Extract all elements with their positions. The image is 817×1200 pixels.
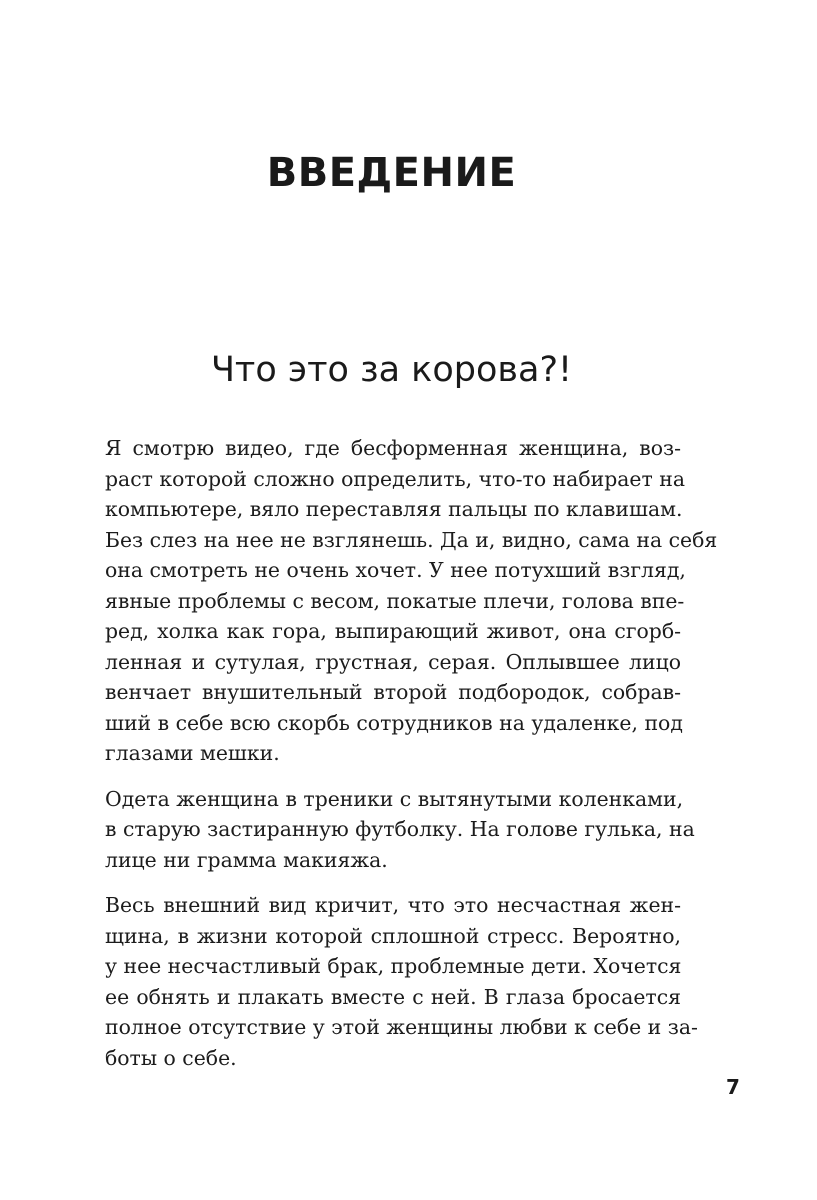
text-line: явные проблемы с весом, покатые плечи, голова впе- (105, 588, 685, 613)
paragraph-2 (105, 784, 695, 876)
paragraph-1 (105, 433, 718, 769)
chapter-title: ВВЕДЕНИЕ (266, 150, 517, 196)
text-line: Без слез на нее не взглянешь. Да и, видно, сама на себя (105, 527, 718, 552)
paragraph-3 (105, 890, 698, 1073)
text-line: Я смотрю видео, где бесформенная женщина, воз- (105, 436, 681, 460)
page-number: 7 (726, 1075, 740, 1099)
text-line: Одета женщина в треники с вытянутыми коленками, (105, 786, 684, 811)
text-line: лице ни грамма макияжа. (105, 847, 388, 872)
text-line: в старую застиранную футболку. На голове гулька, на (105, 817, 695, 841)
text-line: Весь внешний вид кричит, что это несчастная жен- (105, 893, 681, 917)
text-line: щина, в жизни которой сплошной стресс. Вероятно, (105, 923, 681, 948)
text-line: ший в себе всю скорбь сотрудников на удаленке, под (105, 710, 683, 735)
text-line: она смотреть не очень хочет. У нее потухший взгляд, (105, 558, 686, 582)
section-title: Что это за корова?! (210, 350, 573, 390)
text-line: полное отсутствие у этой женщины любви к себе и за- (105, 1015, 698, 1039)
body-text (105, 433, 718, 1073)
text-line: компьютере, вяло переставляя пальцы по клавишам. (105, 497, 683, 521)
text-line: глазами мешки. (105, 741, 280, 765)
text-line: боты о себе. (105, 1045, 237, 1070)
text-line: ее обнять и плакать вместе с ней. В глаза бросается (105, 984, 681, 1009)
text-line: венчает внушительный второй подбородок, собрав- (105, 680, 681, 704)
text-line: у нее несчастливый брак, проблемные дети. Хочется (105, 954, 682, 978)
text-line: раст которой сложно определить, что-то набирает на (105, 466, 685, 491)
text-line: ред, холка как гора, выпирающий живот, она сгорб- (105, 619, 681, 643)
text-line: ленная и сутулая, грустная, серая. Оплывшее лицо (105, 649, 681, 674)
